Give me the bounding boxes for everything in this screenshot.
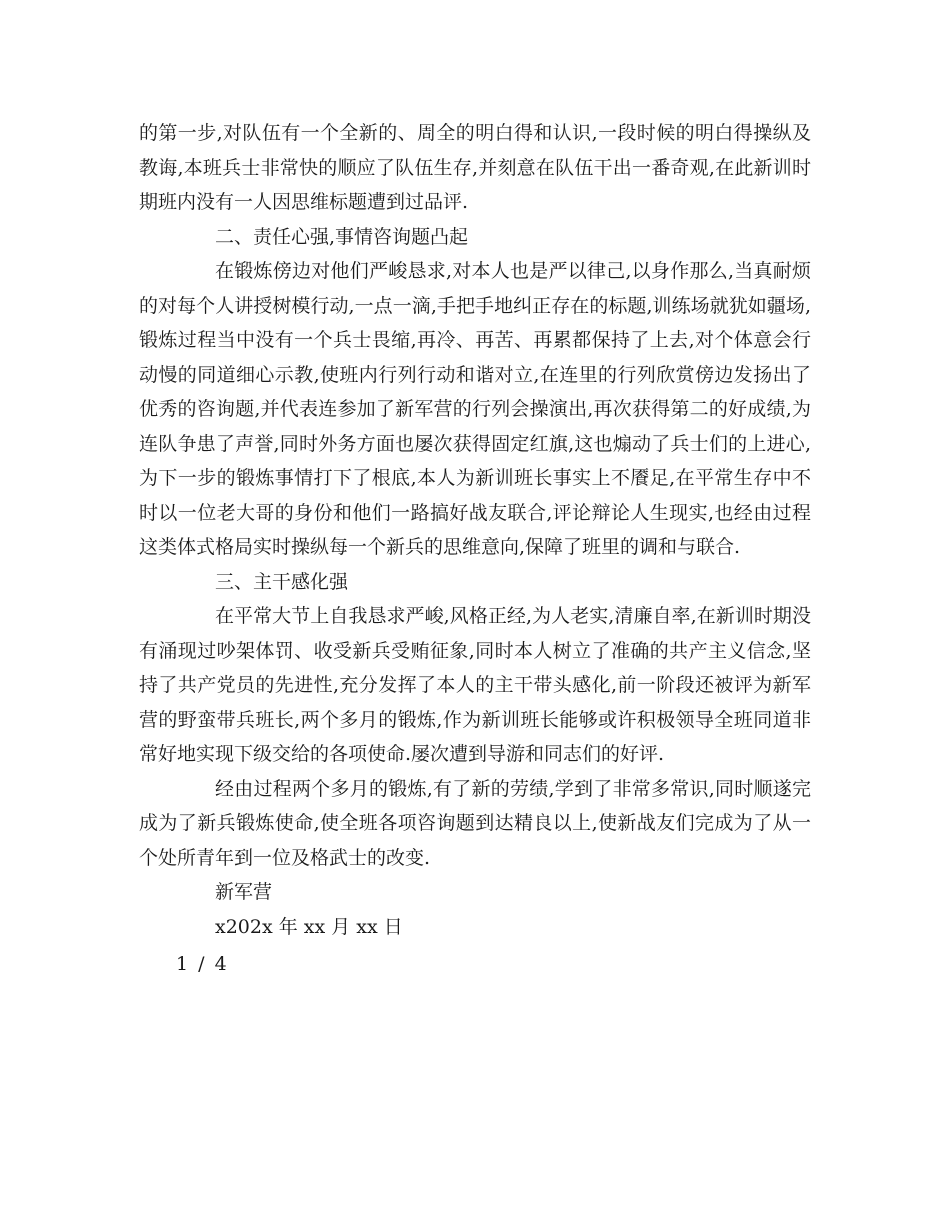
signature-date: x202x 年 xx 月 xx 日 bbox=[215, 915, 403, 938]
paragraph-conduct: 在平常大节上自我恳求严峻,风格正经,为人老实,清廉自率,在新训时期没有涌现过吵架体罚、收受新兵受贿征象,同时本人树立了准确的共产主义信念,坚持了共产党员的先进性,充分发挥了本人的主干带头感化,前一阶段还被评为新军营的野蛮带兵班长,两个多月的锻炼,作为新训班长能够或许积极领导全班同道非常好地实现下级交给的各项使命.屡次遭到导游和同志们的好评. bbox=[139, 605, 811, 765]
document-body bbox=[139, 116, 811, 944]
section-heading-backbone: 三、主干感化强 bbox=[215, 570, 349, 593]
section-heading-responsibility: 二、责任心强,事情咨询题凸起 bbox=[215, 225, 469, 248]
paragraph-continued: 的第一步,对队伍有一个全新的、周全的明白得和认识,一段时候的明白得操纵及教诲,本班兵士非常快的顺应了队伍生存,并刻意在队伍干出一番奇观,在此新训时期班内没有一人因思维标题遭到过品评. bbox=[139, 122, 811, 213]
page-number: 1 / 4 bbox=[176, 953, 229, 975]
signature-org: 新军营 bbox=[215, 881, 273, 903]
paragraph-training: 在锻炼傍边对他们严峻恳求,对本人也是严以律己,以身作那么,当真耐烦的对每个人讲授树模行动,一点一滴,手把手地纠正存在的标题,训练场就犹如疆场,锻炼过程当中没有一个兵士畏缩,再冷、再苦、再累都保持了上去,对个体意会行动慢的同道细心示教,使班内行列行动和谐对立,在连里的行列欣赏傍边发扬出了优秀的咨询题,并代表连参加了新军营的行列会操演出,再次获得第二的好成绩,为连队争患了声誉,同时外务方面也屡次获得固定红旗,这也煽动了兵士们的上进心,为下一步的锻炼事情打下了根底,本人为新训班长事实上不餍足,在平常生存中不时以一位老大哥的身份和他们一路搞好战友联合,评论辩论人生现实,也经由过程这类体式格局实时操纵每一个新兵的思维意向,保障了班里的调和与联合. bbox=[139, 260, 811, 558]
paragraph-conclusion: 经由过程两个多月的锻炼,有了新的劳绩,学到了非常多常识,同时顺遂完成为了新兵锻炼使命,使全班各项咨询题到达精良以上,使新战友们完成为了从一个处所青年到一位及格武士的改变. bbox=[139, 777, 811, 869]
